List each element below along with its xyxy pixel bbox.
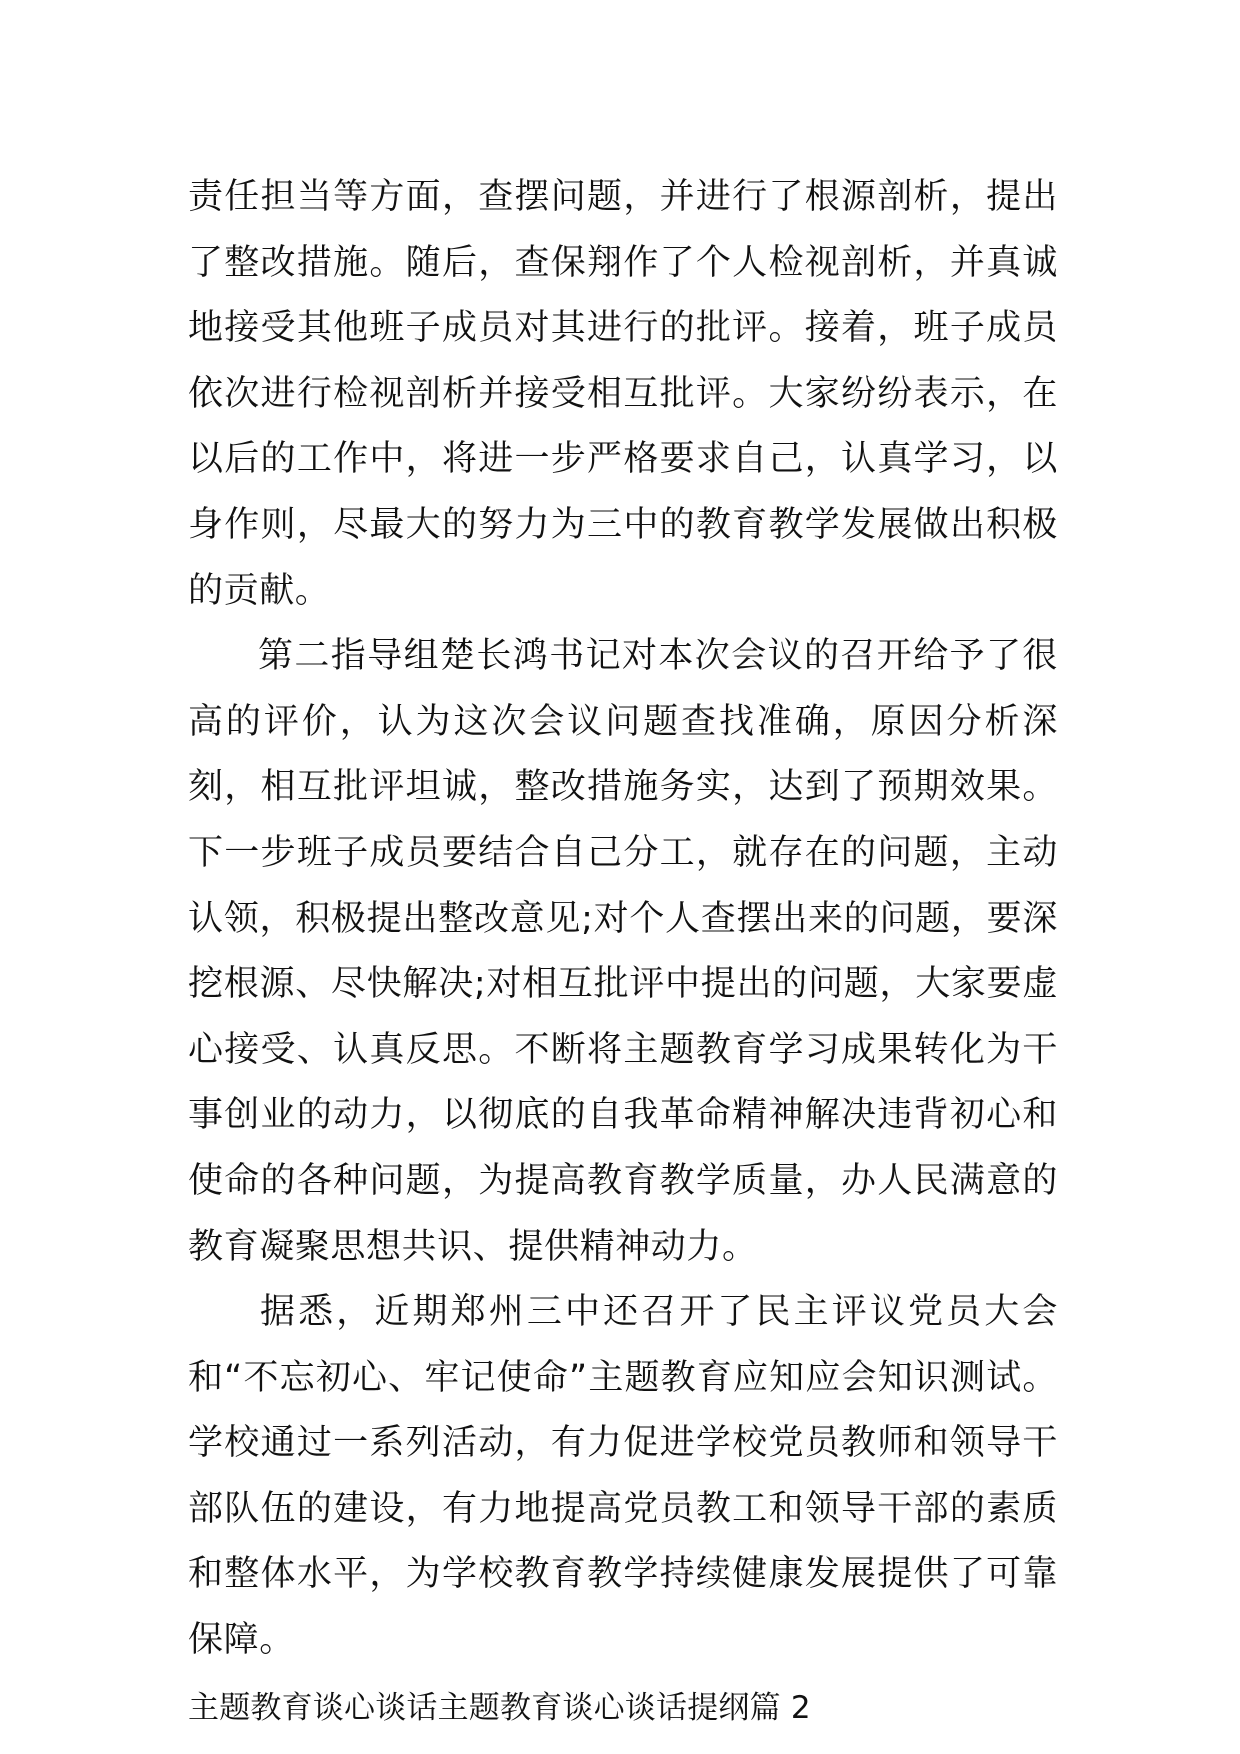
- paragraph-1: 责任担当等方面，查摆问题，并进行了根源剖析，提出了整改措施。随后，查保翔作了个人检视剖析，并真诚地接受其他班子成员对其进行的批评。接着，班子成员依次进行检视剖析并接受相互批评。大家纷纷表示，在以后的工作中，将进一步严格要求自己，认真学习，以身作则，尽最大的努力为三中的教育教学发展做出积极的贡献。: [188, 177, 1058, 611]
- paragraph-3: 据悉，近期郑州三中还召开了民主评议党员大会和“不忘初心、牢记使命”主题教育应知应会知识测试。学校通过一系列活动，有力促进学校党员教师和领导干部队伍的建设，有力地提高党员教工和领导干部的素质和整体水平，为学校教育教学持续健康发展提供了可靠保障。: [188, 1292, 1058, 1661]
- paragraph-2: 第二指导组楚长鸿书记对本次会议的召开给予了很高的评价，认为这次会议问题查找准确，原因分析深刻，相互批评坦诚，整改措施务实，达到了预期效果。下一步班子成员要结合自己分工，就存在的问题，主动认领，积极提出整改意见;对个人查摆出来的问题，要深挖根源、尽快解决;对相互批评中提出的问题，大家要虚心接受、认真反思。不断将主题教育学习成果转化为干事创业的动力，以彻底的自我革命精神解决违背初心和使命的各种问题，为提高教育教学质量，办人民满意的教育凝聚思想共识、提供精神动力。: [188, 636, 1058, 1267]
- document-body: [188, 165, 1058, 1738]
- section-heading: 主题教育谈心谈话主题教育谈心谈话提纲篇 2: [188, 1689, 811, 1726]
